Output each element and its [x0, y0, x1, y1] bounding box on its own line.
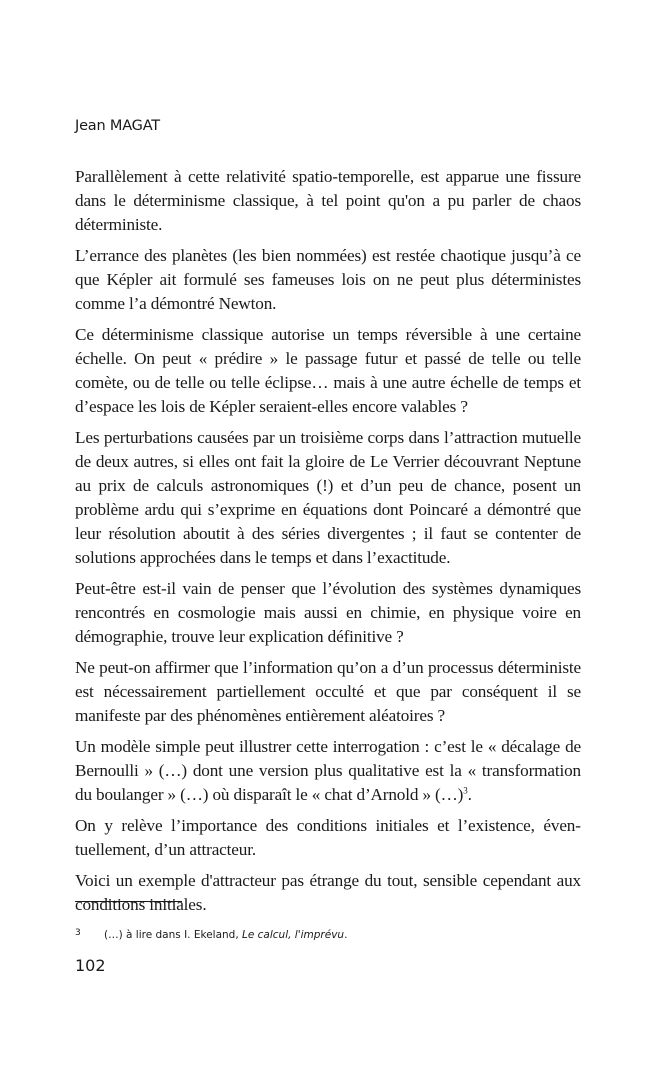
footnote-book-title: Le calcul, l'imprévu: [242, 929, 345, 941]
paragraph: Les perturbations causées par un troisième corps dans l’attraction mutuelle de deux autres, si elles ont fait la gloire de Le Verrier découvrant Neptune au prix de calculs astronomiques (!) et d’un peu de chance, posent un problème ardu qui s’exprime en équations dont Poincaré a démontré que leur résolution aboutit à des séries divergentes ; il faut se contenter de solutions approchées dans le temps et dans l’exactitude.: [75, 428, 581, 567]
paragraph: Peut-être est-il vain de penser que l’évolution des systèmes dynamiques rencontrés en cosmologie mais aussi en chimie, en physique voire en démographie, trouve leur explication définitive ?: [75, 579, 581, 646]
footnote-end-punctuation: .: [344, 929, 348, 941]
paragraph: Ce déterminisme classique autorise un temps réversible à une certaine échelle. On peut « prédire » le passage futur et passé de telle ou telle comète, ou de telle ou telle éclipse… mais à une autre échelle de temps et d’espace les lois de Képler seraient-elles encore valables ?: [75, 325, 581, 416]
page-number: 102: [75, 956, 106, 975]
paragraph-with-footnote-ref: [75, 735, 581, 807]
paragraph-end-punctuation: .: [467, 785, 472, 804]
paragraph-text: Un modèle simple peut illustrer cette interrogation : c’est le « décalage de Bernoulli » (…) dont une version plus qualitative est la « transformation du boulanger » (…) où disparaît le « chat d’Arnold » (…): [75, 737, 581, 804]
footnote: [75, 928, 347, 941]
paragraph: Voici un exemple d'attracteur pas étrange du tout, sensible cependant aux conditions initiales.: [75, 871, 581, 914]
paragraph: Parallèlement à cette relativité spatio-temporelle, est apparue une fissure dans le déterminisme classique, à tel point qu'on a pu parler de chaos déterministe.: [75, 167, 581, 234]
body-text: [75, 165, 581, 917]
paragraph: On y relève l’importance des conditions initiales et l’existence, éventuellement, d’un attracteur.: [75, 816, 581, 859]
footnote-reference: 3: [463, 785, 468, 796]
footnote-separator-rule: [75, 901, 182, 902]
footnote-number: 3: [75, 928, 81, 938]
footnote-text: (…) à lire dans I. Ekeland,: [104, 929, 243, 941]
running-head-author: Jean MAGAT: [75, 118, 160, 134]
paragraph: Ne peut-on affirmer que l’information qu’on a d’un processus déterministe est nécessairement partiellement occulté et que par conséquent il se manifeste par des phénomènes entièrement aléatoires ?: [75, 658, 581, 725]
paragraph: L’errance des planètes (les bien nommées) est restée chaotique jusqu’à ce que Képler ait formulé ses fameuses lois on ne peut plus déterministes comme l’a démontré Newton.: [75, 246, 581, 313]
